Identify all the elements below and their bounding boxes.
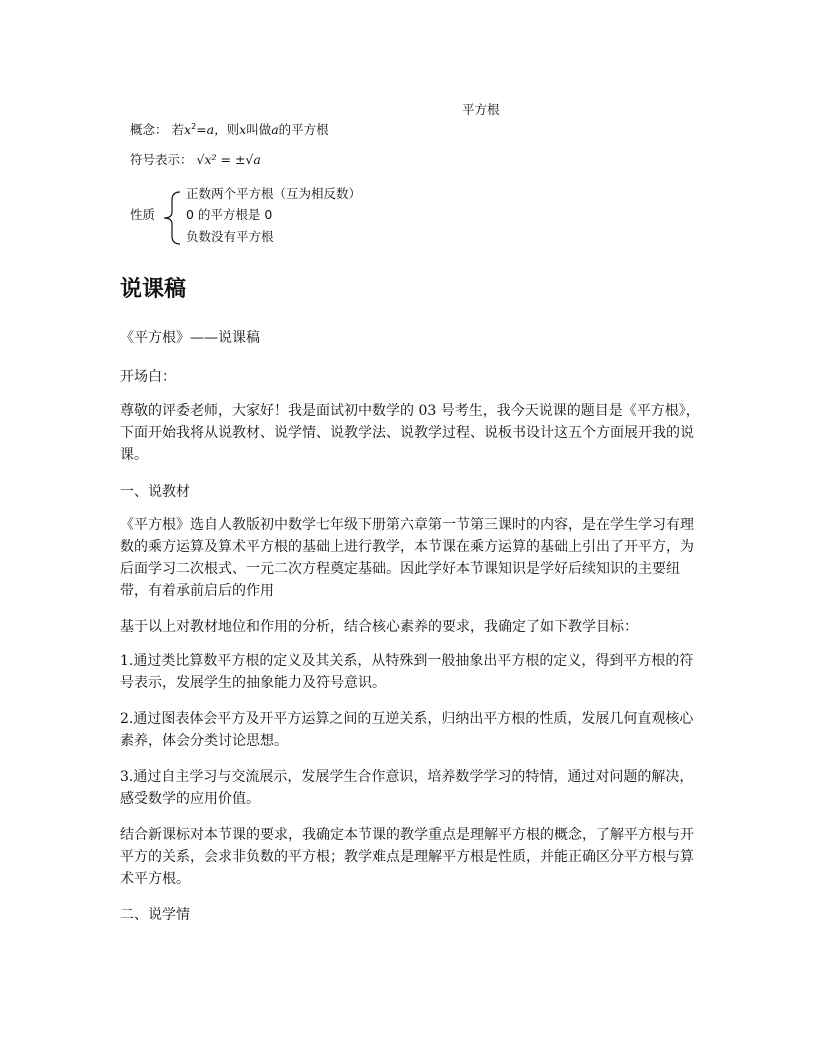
page-heading: 说课稿 (120, 277, 187, 302)
paragraph-title: 《平方根》——说课稿 (120, 330, 260, 346)
paragraph-goals-intro: 基于以上对教材地位和作用的分析，结合核心素养的要求，我确定了如下教学目标： (120, 619, 638, 635)
concept-label: 概念： (130, 122, 168, 137)
left-brace-icon (160, 188, 184, 248)
concept-text-c: 叫做 (246, 122, 272, 137)
symbol-line (130, 150, 261, 168)
property-item: 0 的平方根是 0 (186, 207, 273, 222)
paragraph-opening-label: 开场白： (120, 369, 176, 385)
section-heading-students: 二、说学情 (120, 907, 190, 923)
symbol-formula: √x² = ±√a (196, 152, 261, 167)
property-label: 性质 (130, 207, 156, 222)
summary-title: 平方根 (462, 102, 500, 117)
summary-box (120, 98, 680, 248)
concept-math-b: =a， (196, 122, 227, 137)
concept-line (130, 120, 329, 138)
concept-sup: 2 (191, 121, 197, 131)
paragraph-opening: 尊敬的评委老师，大家好！我是面试初中数学的 03 号考生，我今天说课的题目是《平方根》，下面开始我将从说教材、说学情、说教学法、说教学过程、说板书设计这五个方面展开我的说课。 (120, 403, 700, 463)
property-item: 负数没有平方根 (186, 229, 274, 244)
concept-math-c: x (239, 122, 247, 137)
property-item: 正数两个平方根（互为相反数） (186, 186, 362, 201)
paragraph-goal-2: 2.通过图表体会平方及开平方运算之间的互逆关系，归纳出平方根的性质，发展几何直观核心素养，体会分类讨论思想。 (120, 711, 694, 749)
paragraph-key-points: 结合新课标对本节课的要求，我确定本节课的教学重点是理解平方根的概念，了解平方根与开平方的关系，会求非负数的平方根；教学难点是理解平方根是性质，并能正确区分平方根与算术平方根。 (120, 827, 694, 887)
paragraph-goal-3: 3.通过自主学习与交流展示，发展学生合作意识，培养数学学习的特情，通过对问题的解决，感受数学的应用价值。 (120, 769, 694, 807)
section-heading-textbook: 一、说教材 (120, 484, 190, 500)
concept-math-d: a (271, 122, 279, 137)
paragraph-goal-1: 1.通过类比算数平方根的定义及其关系，从特殊到一般抽象出平方根的定义，得到平方根的符号表示，发展学生的抽象能力及符号意识。 (120, 653, 694, 691)
concept-math-a: x (184, 122, 192, 137)
concept-text-a: 若 (171, 122, 185, 137)
symbol-label: 符号表示： (130, 152, 193, 167)
concept-text-d: 的平方根 (278, 122, 329, 137)
paragraph-textbook: 《平方根》选自人教版初中数学七年级下册第六章第一节第三课时的内容，是在学生学习有理数的乘方运算及算术平方根的基础上进行教学，本节课在乘方运算的基础上引出了开平方，为后面学习二次根式、一元二次方程奠定基础。因此学好本节课知识是学好后续知识的主要纽带，有着承前启后的作用 (120, 517, 694, 599)
concept-text-b: 则 (226, 122, 240, 137)
